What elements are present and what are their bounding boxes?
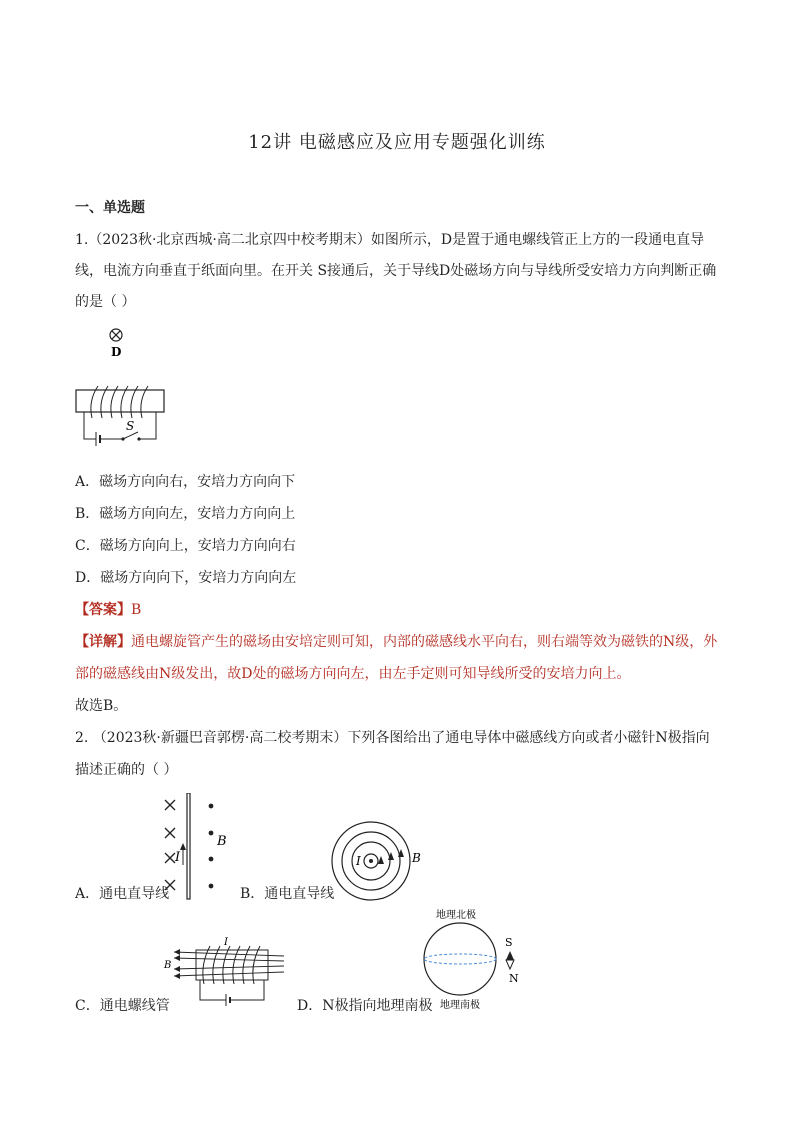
q1-stem-line1: 1.（2023秋·北京西城·高二北京四中校考期末）如图所示，D是置于通电螺线管正上方的一段通电直导	[75, 232, 705, 248]
earth-globe	[424, 923, 496, 995]
q1-solenoid-figure	[66, 322, 176, 452]
q1-conclusion: 故选B。	[75, 698, 128, 714]
label-b: B	[412, 851, 421, 865]
label-n: N	[509, 972, 519, 985]
q2-option-b: B．通电直导线	[240, 886, 335, 902]
straight-wire	[187, 793, 190, 899]
solenoid-tube	[76, 390, 164, 412]
q2-figure-c	[160, 932, 290, 1012]
q1-option-a: A．磁场方向向右，安培力方向向下	[75, 474, 296, 490]
q1-detail-line1	[75, 632, 717, 652]
label-b: B	[164, 960, 172, 971]
solenoid-coils	[91, 386, 148, 418]
wire-into-page-icon	[110, 329, 122, 341]
label-b: B	[217, 834, 227, 849]
q1-option-c: C．磁场方向向上，安培力方向向右	[75, 538, 296, 554]
label-geo-north: 地理北极	[436, 910, 476, 921]
current-arrow-icon	[180, 843, 186, 850]
answer-value: B	[131, 602, 142, 618]
label-i: I	[356, 854, 361, 868]
q1-answer-line	[75, 600, 141, 620]
compass-needle-icon	[506, 951, 514, 969]
q2-option-c: C．通电螺线管	[75, 998, 170, 1014]
detail-text-1: 通电螺旋管产生的磁场由安培定则可知，内部的磁感线水平向右，则右端等效为磁铁的N级，外	[131, 634, 718, 650]
page-title: 12讲 电磁感应及应用专题强化训练	[248, 132, 546, 153]
section-heading: 一、单选题	[75, 200, 145, 216]
into-page-crosses	[165, 800, 175, 890]
label-s: S	[126, 419, 135, 433]
equator	[424, 954, 496, 964]
current-out-of-page-icon	[369, 859, 373, 863]
q2-stem-line1: 2. （2023秋·新疆巴音郭楞·高二校考期末）下列各图给出了通电导体中磁感线方向或者小磁针N极指向	[75, 730, 710, 746]
q2-option-d: D．N极指向地理南极	[297, 998, 433, 1014]
q1-stem-line3: 的是（ ）	[75, 294, 136, 310]
q2-stem-line2: 描述正确的（ ）	[75, 762, 178, 778]
q2-option-a: A．通电直导线	[75, 886, 170, 902]
out-of-page-dots	[209, 804, 214, 889]
answer-tag: 【答案】	[75, 602, 131, 618]
solenoid-coils	[203, 946, 260, 984]
label-s: S	[505, 936, 513, 949]
q2-figure-d	[418, 908, 528, 1012]
field-arrow-icons	[174, 949, 180, 979]
q2-figure-b	[330, 820, 426, 902]
label-d: D	[111, 345, 122, 359]
switch-lever	[123, 432, 138, 439]
detail-tag: 【详解】	[75, 634, 131, 650]
q1-detail-line2: 部的磁感线由N级发出，故D处的磁场方向向左，由左手定则可知导线所受的安培力向上。	[75, 666, 631, 682]
label-i: I	[224, 937, 228, 948]
q1-stem-line2: 线，电流方向垂直于纸面向里。在开关 S接通后，关于导线D处磁场方向与导线所受安培力方向判断正确	[75, 263, 717, 279]
q1-option-d: D．磁场方向向下，安培力方向向左	[75, 570, 297, 586]
label-geo-south: 地理南极	[440, 1000, 480, 1011]
label-i: I	[175, 850, 181, 865]
q1-option-b: B．磁场方向向左，安培力方向向上	[75, 506, 296, 522]
q2-figure-a	[158, 793, 238, 901]
